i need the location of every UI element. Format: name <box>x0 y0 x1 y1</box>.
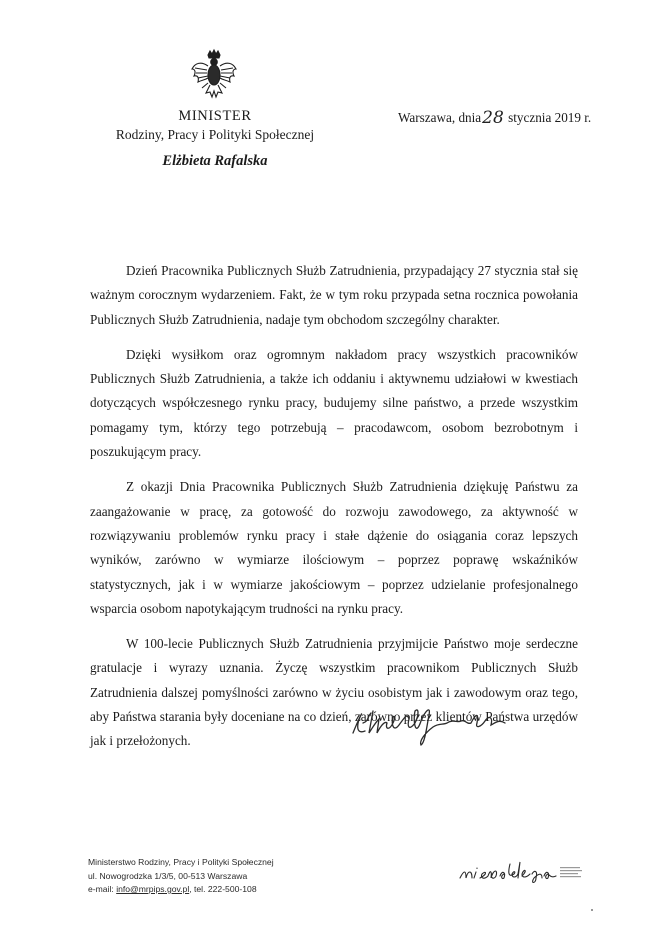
email-link[interactable]: info@mrpips.gov.pl <box>116 884 190 894</box>
footer-email-label: e-mail: <box>88 884 117 894</box>
signature-icon <box>349 693 519 747</box>
footer-phone: , tel. 222-500-108 <box>189 884 257 894</box>
niepodlegla-logo-icon <box>458 856 586 886</box>
date-day: 28 <box>482 108 504 128</box>
minister-title: MINISTER <box>178 108 252 124</box>
footer-address: ul. Nowogrodzka 1/3/5, 00-513 Warszawa <box>88 870 248 881</box>
ministry-name: Rodziny, Pracy i Polityki Społecznej <box>115 127 315 142</box>
date-suffix: stycznia 2019 r. <box>508 110 592 125</box>
scan-artifact <box>591 909 593 911</box>
footer-contact <box>88 883 274 897</box>
polish-eagle-emblem-icon <box>189 47 239 99</box>
date-line <box>398 107 591 127</box>
paragraph-1: Dzień Pracownika Publicznych Służb Zatrudnienia, przypadający 27 stycznia stał się ważnym corocznym wydarzeniem. Fakt, że w tym roku przypada setna rocznica powołania Publicznych Służb Zatrudnienia, nadaje tym obchodom szczególny charakter. <box>90 263 578 327</box>
paragraph-3: Z okazji Dnia Pracownika Publicznych Służb Zatrudnienia dziękuję Państwu za zaangażowanie w pracę, za gotowość do rozwoju zawodowego, za aktywność w rozwiązywaniu problemów rynku pracy i stałe dążenie do osiągania coraz lepszych wyników, zarówno w wymiarze ilościowym – poprzez poprawę wskaźników statystycznych, jak i w wymiarze jakościowym – poprzez udzielanie profesjonalnego wsparcia osobom napotykającym trudności na rynku pracy. <box>90 479 578 616</box>
letter-body <box>90 259 578 765</box>
minister-name: Elżbieta Rafalska <box>162 153 268 169</box>
paragraph-4: W 100-lecie Publicznych Służb Zatrudnienia przyjmijcie Państwo moje serdeczne gratulacje i wyrazy uznania. Życzę wszystkim pracownikom Publicznych Służb Zatrudnienia dalszej pomyślności zarówno w życiu osobistym jak i zawodowym oraz tego, aby Państwa starania były doceniane na co dzień, zarówno przez klientów Państwa urzędów jak i przełożonych. <box>90 636 578 749</box>
date-prefix: Warszawa, dnia <box>398 110 482 125</box>
paragraph-2: Dzięki wysiłkom oraz ogromnym nakładom pracy wszystkich pracowników Publicznych Służb Zatrudnienia, a także ich oddaniu i aktywnemu udziałowi w kwestiach dotyczących współczesnego rynku pracy, budujemy silne państwo, a przede wszystkim pomagamy tym, którzy tego potrzebują – pracodawcom, osobom bezrobotnym i poszukującym pracy. <box>90 346 578 460</box>
footer <box>88 856 274 897</box>
footer-org: Ministerstwo Rodziny, Pracy i Polityki Społecznej <box>88 857 274 867</box>
